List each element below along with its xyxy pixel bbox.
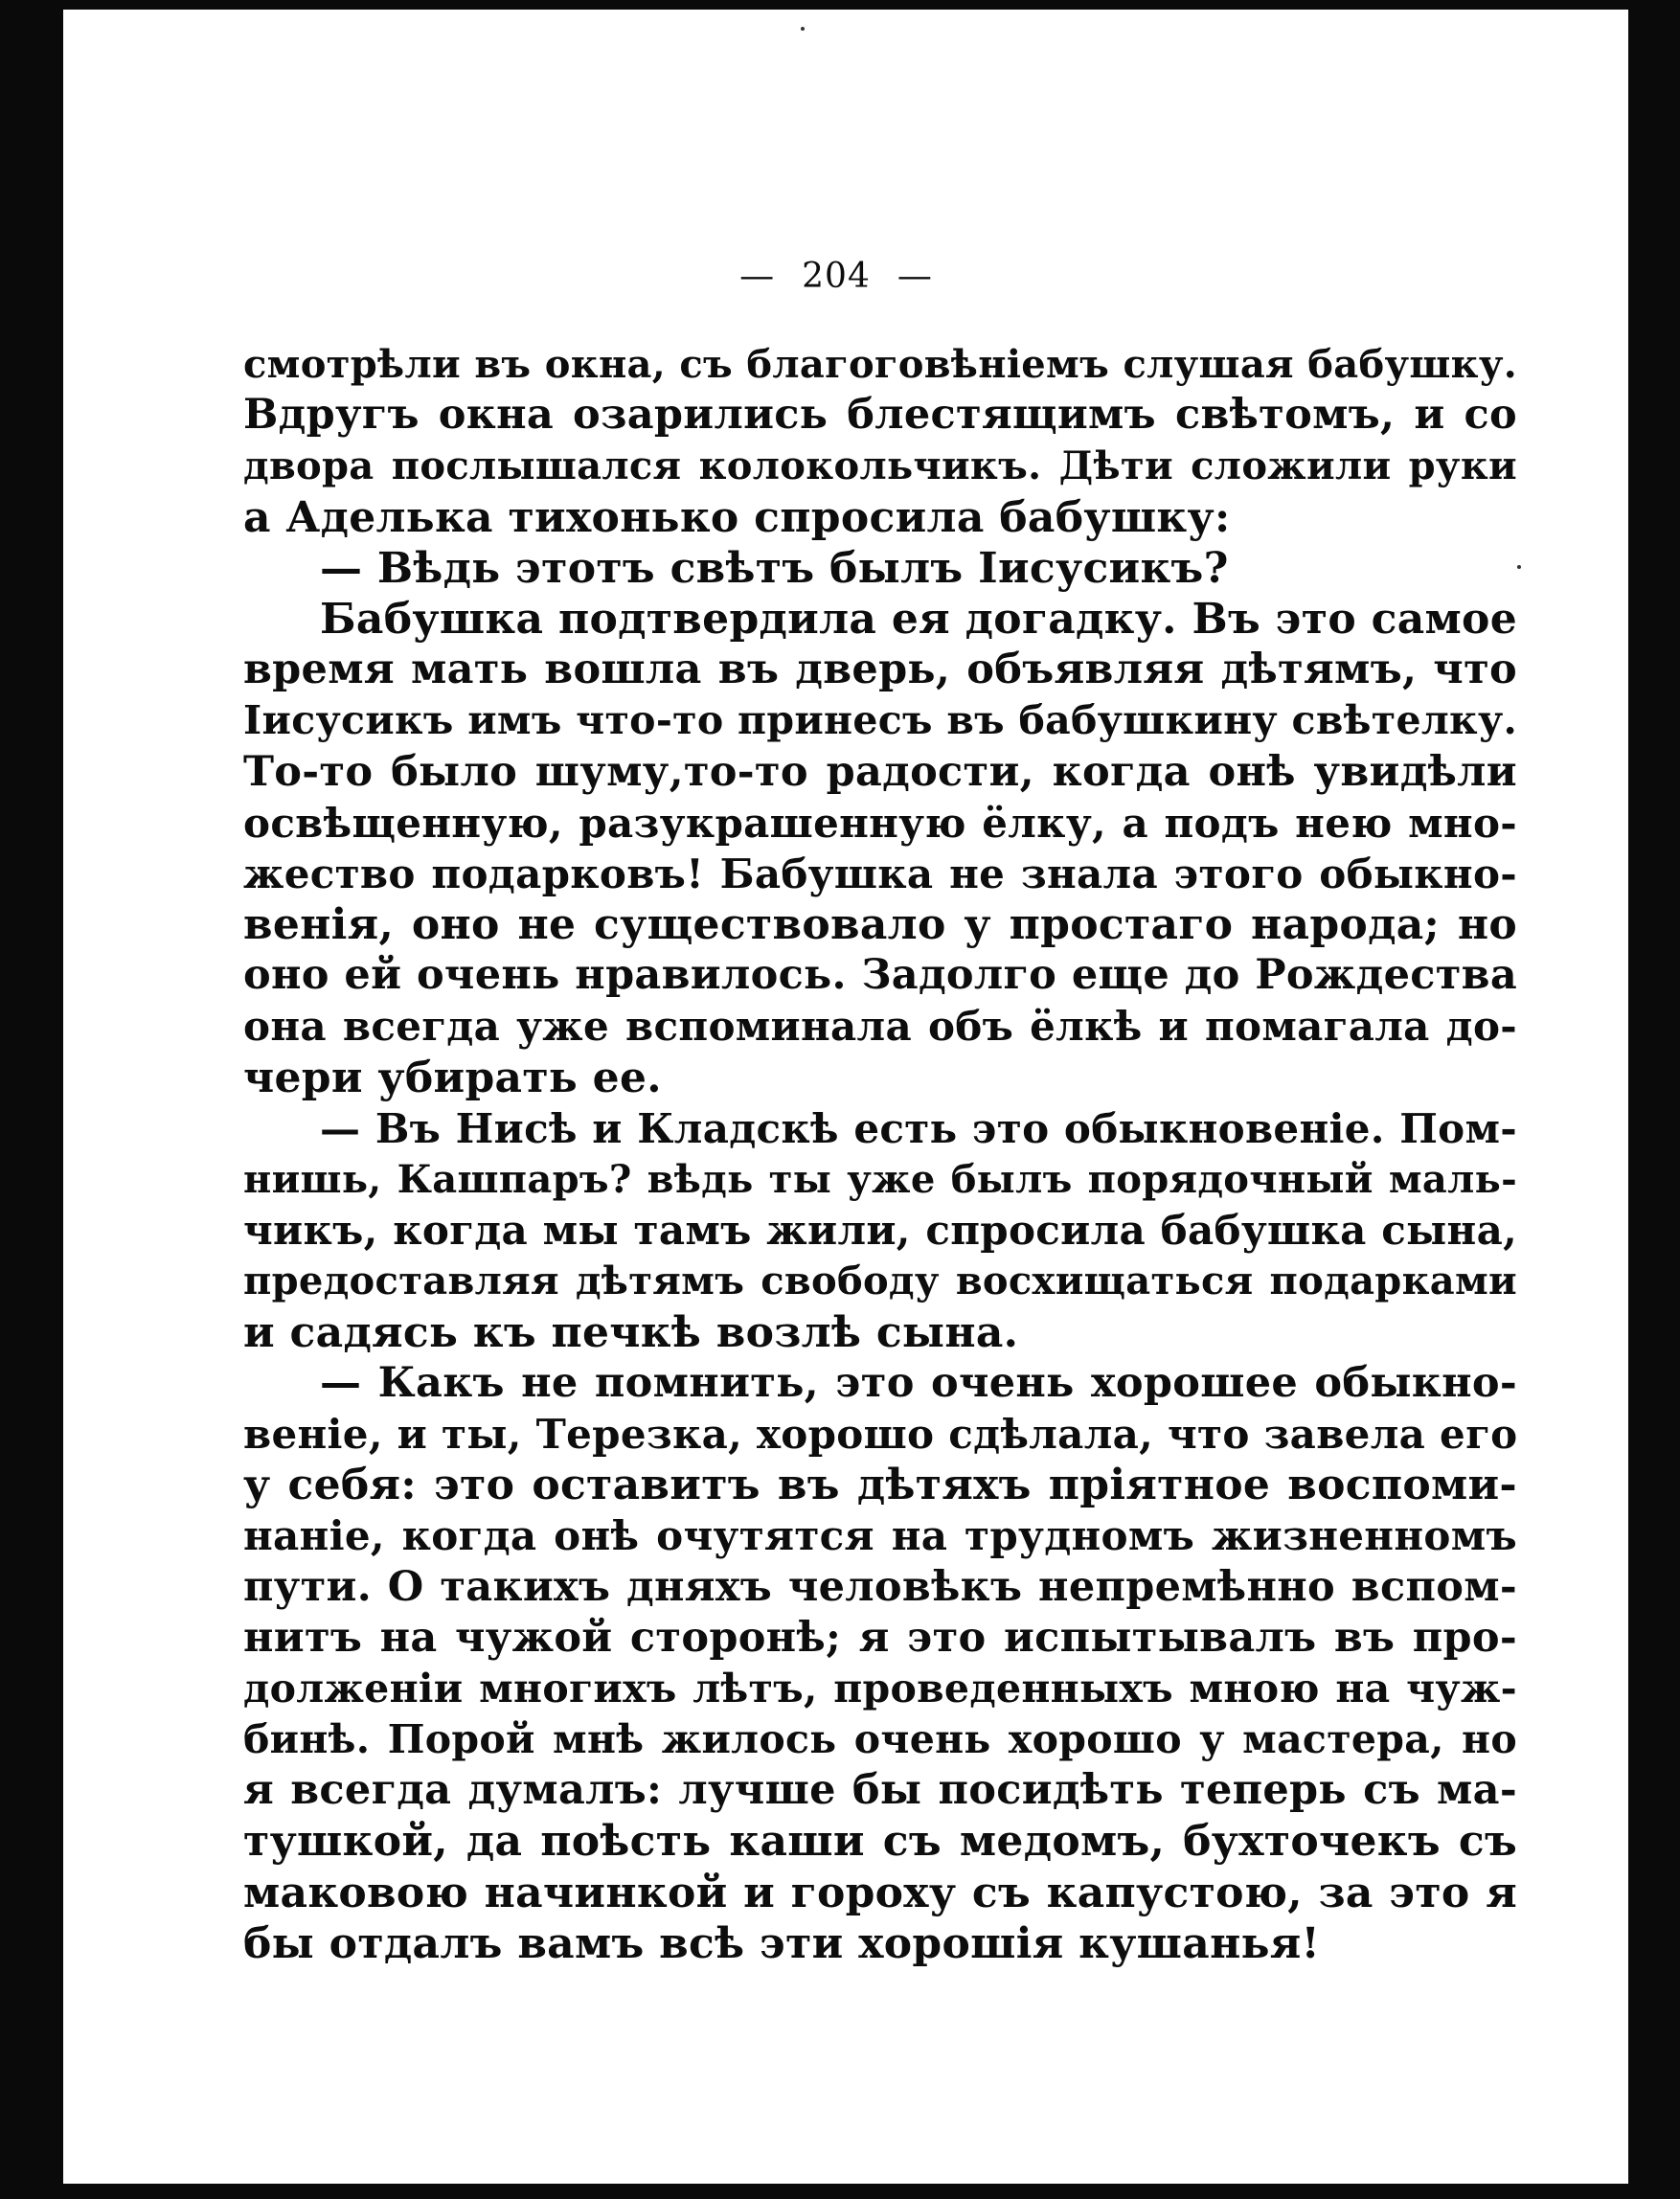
text-line: оно ей очень нравилось. Задолго еще до Рождества	[243, 951, 1517, 1000]
text-line: смотрѣли въ окна, съ благоговѣніемъ слушая бабушку.	[243, 342, 1517, 387]
text-line: у себя: это оставитъ въ дѣтяхъ пріятное воспоми-	[243, 1461, 1517, 1510]
text-line: нитъ на чужой сторонѣ; я это испытывалъ въ про-	[243, 1613, 1517, 1662]
text-line: время мать вошла въ дверь, объявляя дѣтямъ, что	[243, 646, 1517, 694]
page-number-dash-left: —	[739, 257, 776, 296]
scan-border-top	[0, 0, 1680, 10]
text-line: я всегда думалъ: лучше бы посидѣть теперь съ ма-	[243, 1766, 1517, 1815]
text-line: долженіи многихъ лѣтъ, проведенныхъ мною на чуж-	[243, 1665, 1517, 1712]
scan-border-left	[0, 0, 63, 2199]
text-line: жество подарковъ! Бабушка не знала этого обыкно-	[243, 850, 1517, 897]
page-number: 204	[802, 257, 871, 296]
text-line: Вдругъ окна озарились блестящимъ свѣтомъ, и со	[243, 391, 1517, 440]
text-line: чери убирать ее.	[243, 1053, 662, 1102]
text-line: бы отдалъ вамъ всѣ эти хорошія кушанья!	[243, 1918, 1321, 1968]
text-line: и садясь къ печкѣ возлѣ сына.	[243, 1307, 1019, 1357]
text-line: она всегда уже вспоминала объ ёлкѣ и помагала до-	[243, 1003, 1517, 1051]
text-line: Бабушка подтвердила ея догадку. Въ это самое	[320, 594, 1517, 644]
page-header	[63, 257, 1609, 296]
body-text	[243, 339, 1517, 1969]
text-line: венія, оно не существовало у простаго народа; но	[243, 900, 1517, 950]
text-line: предоставляя дѣтямъ свободу восхищаться подарками	[243, 1258, 1517, 1304]
text-line: То-то было шуму,то-то радости, когда онѣ увидѣли	[243, 747, 1517, 796]
text-line: — Какъ не помнить, это очень хорошее обыкно-	[320, 1358, 1517, 1407]
text-line: освѣщенную, разукрашенную ёлку, а подъ нею мно-	[243, 799, 1517, 847]
text-line: пути. О такихъ дняхъ человѣкъ непремѣнно вспом-	[243, 1562, 1517, 1611]
text-line: веніе, и ты, Терезка, хорошо сдѣлала, что завела его	[243, 1410, 1518, 1458]
text-line: наніе, когда онѣ очутятся на трудномъ жизненномъ	[243, 1512, 1517, 1560]
text-line: Іисусикъ имъ что-то принесъ въ бабушкину свѣтелку.	[243, 697, 1518, 744]
scan-speck	[1517, 565, 1521, 569]
scan-border-bottom	[0, 2184, 1680, 2199]
text-line: бинѣ. Порой мнѣ жилось очень хорошо у мастера, но	[243, 1716, 1517, 1763]
text-line: двора послышался колокольчикъ. Дѣти сложили руки	[243, 443, 1517, 489]
book-page	[63, 10, 1609, 2184]
text-line: а Аделька тихонько спросила бабушку:	[243, 492, 1231, 542]
scan-border-right	[1628, 0, 1680, 2199]
text-line: чикъ, когда мы тамъ жили, спросила бабушка сына,	[243, 1207, 1517, 1255]
text-line: нишь, Кашпаръ? вѣдь ты уже былъ порядочный маль-	[243, 1157, 1517, 1202]
text-line: — Вѣдь этотъ свѣтъ былъ Іисусикъ?	[320, 543, 1229, 593]
text-line: тушкой, да поѣсть каши съ медомъ, бухточекъ съ	[243, 1817, 1517, 1867]
text-line: маковою начинкой и гороху съ капустою, за это я	[243, 1868, 1517, 1917]
adjacent-page-edge	[1609, 38, 1626, 2165]
page-number-dash-right: —	[897, 257, 933, 296]
text-line: — Въ Нисѣ и Кладскѣ есть это обыкновеніе. Пом-	[320, 1104, 1517, 1152]
scan-speck	[801, 27, 805, 31]
